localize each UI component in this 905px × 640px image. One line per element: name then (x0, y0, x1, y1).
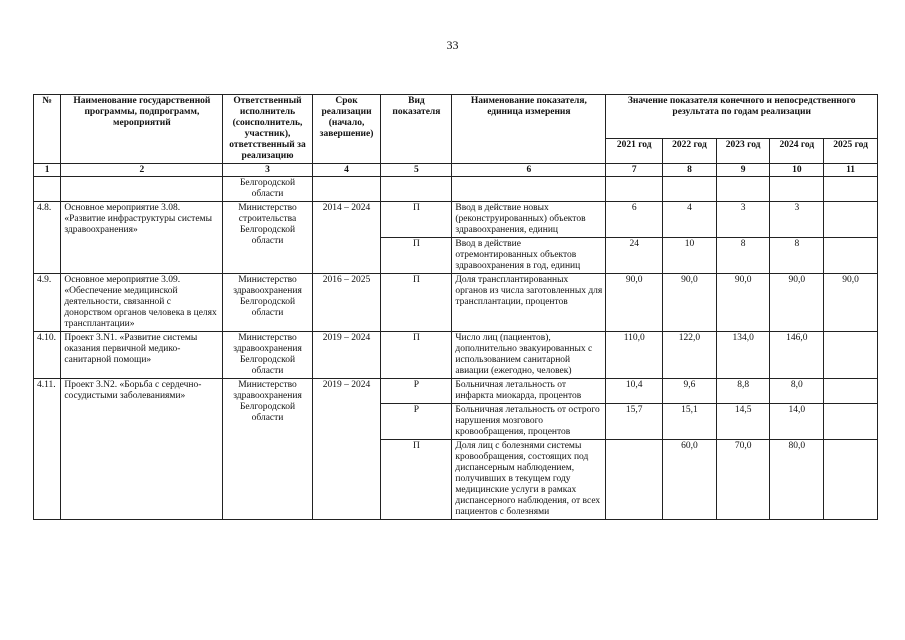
indicator-value: 60,0 (663, 440, 717, 520)
indicator-type: Р (381, 379, 452, 404)
header-name: Наименование государственной программы, подпрограмм, мероприятий (61, 95, 223, 164)
column-number: 10 (770, 164, 824, 177)
indicator-value: 24 (606, 238, 663, 274)
header-row (34, 95, 878, 139)
row-number: 4.9. (34, 274, 61, 332)
indicator-value (606, 440, 663, 520)
column-number: 5 (381, 164, 452, 177)
column-number: 2 (61, 164, 223, 177)
program-name: Основное мероприятие 3.09. «Обеспечение медицинской деятельности, связанной с донорством органов человека в целях трансплантации» (61, 274, 223, 332)
indicator-name: Больничная летальность от инфаркта миокарда, процентов (452, 379, 606, 404)
indicator-value (824, 332, 878, 379)
program-table (33, 94, 878, 520)
header-num: № (34, 95, 61, 164)
indicator-name: Ввод в действие новых (реконструированных) объектов здравоохранения, единиц (452, 202, 606, 238)
header-year: 2025 год (824, 139, 878, 164)
indicator-value: 10 (663, 238, 717, 274)
header-indicator-name: Наименование показателя, единица измерения (452, 95, 606, 164)
row-number: 4.8. (34, 202, 61, 274)
executor: Министерство здравоохранения Белгородской области (223, 332, 312, 379)
executor: Министерство строительства Белгородской области (223, 202, 312, 274)
indicator-value: 146,0 (770, 332, 824, 379)
row-number: 4.11. (34, 379, 61, 520)
column-number: 1 (34, 164, 61, 177)
column-number: 3 (223, 164, 312, 177)
indicator-type: П (381, 440, 452, 520)
indicator-value (824, 238, 878, 274)
table-row (34, 274, 878, 332)
header-year: 2024 год (770, 139, 824, 164)
indicator-type: П (381, 332, 452, 379)
column-number: 8 (663, 164, 717, 177)
indicator-value: 14,0 (770, 404, 824, 440)
indicator-value: 3 (716, 202, 770, 238)
indicator-type: П (381, 274, 452, 332)
continuation-executor: Белгородской области (223, 177, 312, 202)
term: 2014 – 2024 (312, 202, 381, 274)
indicator-value: 15,1 (663, 404, 717, 440)
header-year: 2021 год (606, 139, 663, 164)
indicator-value: 122,0 (663, 332, 717, 379)
column-number: 11 (824, 164, 878, 177)
indicator-value (824, 404, 878, 440)
indicator-value: 80,0 (770, 440, 824, 520)
indicator-value: 110,0 (606, 332, 663, 379)
indicator-name: Больничная летальность от острого нарушения мозгового кровообращения, процентов (452, 404, 606, 440)
term: 2016 – 2025 (312, 274, 381, 332)
indicator-value: 15,7 (606, 404, 663, 440)
indicator-value: 90,0 (716, 274, 770, 332)
executor: Министерство здравоохранения Белгородской области (223, 274, 312, 332)
indicator-name: Доля трансплантированных органов из числа заготовленных для трансплантации, процентов (452, 274, 606, 332)
term: 2019 – 2024 (312, 379, 381, 520)
indicator-value: 90,0 (663, 274, 717, 332)
indicator-value: 4 (663, 202, 717, 238)
indicator-type: П (381, 238, 452, 274)
indicator-value (824, 379, 878, 404)
indicator-value (824, 202, 878, 238)
indicator-value: 90,0 (606, 274, 663, 332)
indicator-value: 8 (770, 238, 824, 274)
executor: Министерство здравоохранения Белгородской области (223, 379, 312, 520)
column-number-row (34, 164, 878, 177)
row-number: 4.10. (34, 332, 61, 379)
indicator-value: 134,0 (716, 332, 770, 379)
term: 2019 – 2024 (312, 332, 381, 379)
column-number: 7 (606, 164, 663, 177)
indicator-value (824, 440, 878, 520)
indicator-value: 10,4 (606, 379, 663, 404)
table-row (34, 202, 878, 238)
table-row (34, 379, 878, 404)
header-executor: Ответственный исполнитель (соисполнитель, участник), ответственный за реализацию (223, 95, 312, 164)
indicator-type: П (381, 202, 452, 238)
table-row (34, 332, 878, 379)
indicator-value: 14,5 (716, 404, 770, 440)
indicator-value: 8,8 (716, 379, 770, 404)
header-year: 2022 год (663, 139, 717, 164)
program-name: Проект 3.N2. «Борьба с сердечно-сосудистыми заболеваниями» (61, 379, 223, 520)
header-indicator-type: Вид показателя (381, 95, 452, 164)
indicator-value: 9,6 (663, 379, 717, 404)
indicator-value: 6 (606, 202, 663, 238)
header-term: Срок реализации (начало, завершение) (312, 95, 381, 164)
program-name: Основное мероприятие 3.08. «Развитие инфраструктуры системы здравоохранения» (61, 202, 223, 274)
indicator-value: 3 (770, 202, 824, 238)
indicator-name: Доля лиц с болезнями системы кровообращения, состоящих под диспансерным наблюдением, получивших в текущем году медицинские услуги в рамках диспансерного наблюдения, от всех пациентов с болезнями (452, 440, 606, 520)
column-number: 4 (312, 164, 381, 177)
indicator-name: Число лиц (пациентов), дополнительно эвакуированных с использованием санитарной авиации (ежегодно, человек) (452, 332, 606, 379)
header-year: 2023 год (716, 139, 770, 164)
indicator-name: Ввод в действие отремонтированных объектов здравоохранения в год, единиц (452, 238, 606, 274)
indicator-value: 70,0 (716, 440, 770, 520)
column-number: 9 (716, 164, 770, 177)
indicator-value: 8 (716, 238, 770, 274)
program-name: Проект 3.N1. «Развитие системы оказания первичной медико-санитарной помощи» (61, 332, 223, 379)
page-number: 33 (446, 38, 459, 52)
indicator-value: 90,0 (770, 274, 824, 332)
column-number: 6 (452, 164, 606, 177)
indicator-value: 8,0 (770, 379, 824, 404)
indicator-value: 90,0 (824, 274, 878, 332)
indicator-type: Р (381, 404, 452, 440)
continuation-row (34, 177, 878, 202)
header-values-group: Значение показателя конечного и непосредственного результата по годам реализации (606, 95, 878, 139)
